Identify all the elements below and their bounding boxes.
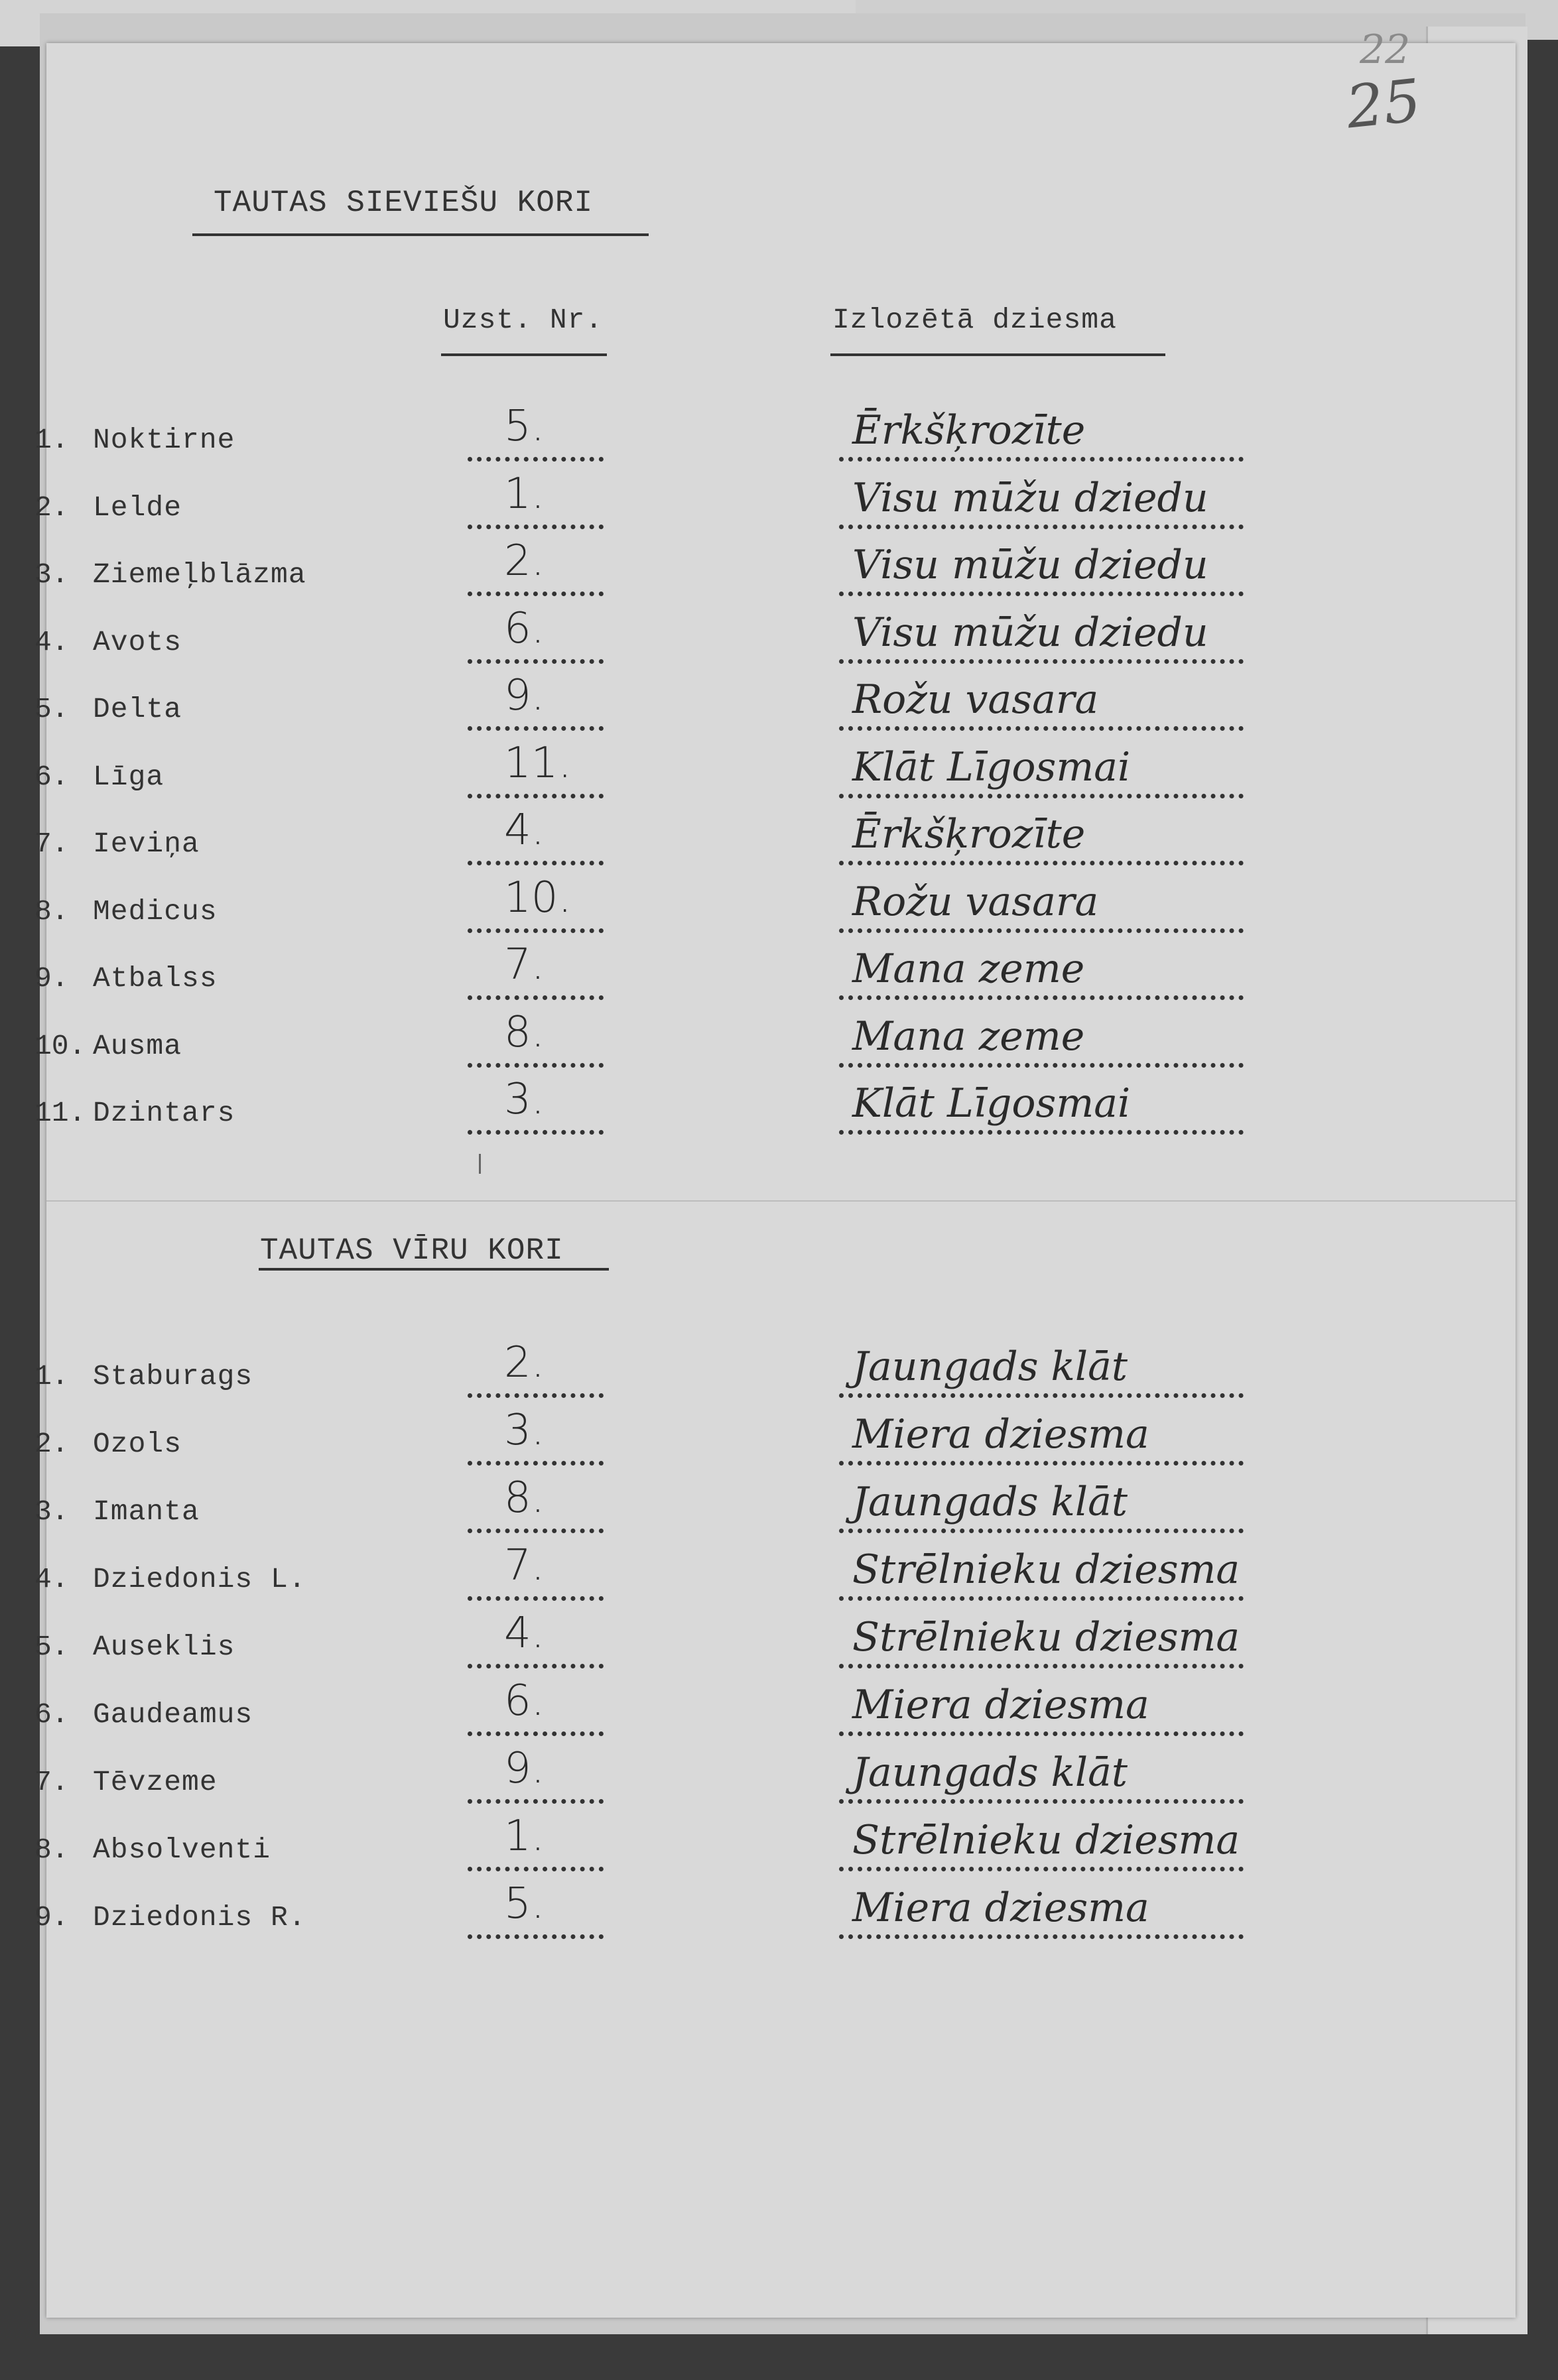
table-row — [0, 1063, 1558, 1129]
table-row — [0, 996, 1558, 1062]
pencil-mark — [479, 1154, 481, 1174]
performance-order: 9. — [504, 1744, 545, 1793]
performance-order: 10. — [504, 873, 572, 922]
row-index: 8. — [34, 1834, 69, 1866]
performance-order: 4. — [504, 1609, 545, 1658]
performance-order: 5. — [504, 1879, 545, 1928]
row-index: 11. — [34, 1097, 86, 1129]
drawn-song: Jaungads klāt — [852, 1749, 1128, 1796]
performance-order: 2. — [504, 536, 545, 586]
table-row — [0, 794, 1558, 860]
performance-order: 8. — [504, 1007, 545, 1057]
choir-name: Delta — [93, 693, 182, 725]
drawn-song: Visu mūžu dziedu — [852, 542, 1208, 588]
table-row — [0, 1664, 1558, 1731]
choir-name: Lelde — [93, 491, 182, 524]
choir-name: Avots — [93, 625, 182, 658]
choir-name: Noktirne — [93, 424, 235, 456]
performance-order: 8. — [504, 1473, 545, 1523]
table-row — [0, 390, 1558, 456]
order-dotted-line — [468, 1130, 604, 1135]
table-row — [0, 727, 1558, 793]
drawn-song: Visu mūžu dziedu — [852, 474, 1208, 521]
drawn-song: Klāt Līgosmai — [852, 1080, 1131, 1127]
document-page — [46, 43, 1516, 2318]
column-header-order-underline — [441, 353, 607, 356]
row-index: 7. — [34, 828, 69, 860]
performance-order: 2. — [504, 1338, 545, 1387]
drawn-song: Rožu vasara — [852, 676, 1099, 723]
choir-name: Dziedonis L. — [93, 1563, 306, 1596]
performance-order: 9. — [504, 671, 545, 720]
performance-order: 7. — [504, 1541, 545, 1590]
row-index: 9. — [34, 962, 69, 995]
table-row — [0, 861, 1558, 928]
performance-order: 6. — [504, 603, 545, 653]
choir-name: Dziedonis R. — [93, 1901, 306, 1934]
row-index: 1. — [34, 1360, 69, 1393]
choir-name: Dzintars — [93, 1097, 235, 1129]
drawn-song: Strēlnieku dziesma — [852, 1614, 1240, 1660]
performance-order: 1. — [504, 1812, 545, 1861]
drawn-song: Jaungads klāt — [852, 1479, 1128, 1525]
drawn-song: Strēlnieku dziesma — [852, 1546, 1240, 1593]
choir-name: Ziemeļblāzma — [93, 558, 306, 591]
drawn-song: Ērkšķrozīte — [852, 407, 1086, 454]
table-row — [0, 525, 1558, 591]
performance-order: 6. — [504, 1676, 545, 1725]
table-row — [0, 1800, 1558, 1866]
column-header-order: Uzst. Nr. — [443, 304, 604, 336]
order-dotted-line — [468, 1934, 604, 1939]
row-index: 2. — [34, 491, 69, 524]
men-heading-underline — [259, 1268, 609, 1271]
table-row — [0, 1529, 1558, 1596]
performance-order: 11. — [504, 738, 572, 788]
table-row — [0, 928, 1558, 995]
row-index: 2. — [34, 1428, 69, 1460]
choir-name: Staburags — [93, 1360, 253, 1393]
row-index: 7. — [34, 1766, 69, 1798]
choir-name: Ausma — [93, 1029, 182, 1062]
song-dotted-line — [839, 1130, 1244, 1135]
table-row — [0, 1462, 1558, 1528]
men-choirs-heading: TAUTAS VĪRU KORI — [260, 1233, 564, 1268]
row-index: 4. — [34, 625, 69, 658]
table-row — [0, 1867, 1558, 1934]
performance-order: 7. — [504, 940, 545, 989]
choir-name: Imanta — [93, 1495, 200, 1528]
table-row — [0, 1597, 1558, 1663]
row-index: 9. — [34, 1901, 69, 1934]
drawn-song: Miera dziesma — [852, 1885, 1149, 1931]
row-index: 5. — [34, 693, 69, 725]
performance-order: 1. — [504, 469, 545, 519]
drawn-song: Miera dziesma — [852, 1411, 1149, 1458]
performance-order: 3. — [504, 1406, 545, 1455]
row-index: 10. — [34, 1029, 86, 1062]
table-row — [0, 1732, 1558, 1798]
row-index: 1. — [34, 424, 69, 456]
column-header-song-underline — [830, 353, 1165, 356]
drawn-song: Ērkšķrozīte — [852, 811, 1086, 857]
table-row — [0, 458, 1558, 524]
choir-name: Absolventi — [93, 1834, 271, 1866]
table-row — [0, 592, 1558, 658]
row-index: 3. — [34, 558, 69, 591]
page-number: 25 — [1342, 66, 1425, 142]
paper-fold-line — [46, 1200, 1516, 1202]
drawn-song: Klāt Līgosmai — [852, 743, 1131, 790]
performance-order: 4. — [504, 806, 545, 855]
performance-order: 3. — [504, 1075, 545, 1124]
row-index: 3. — [34, 1495, 69, 1528]
column-header-song: Izlozētā dziesma — [832, 304, 1117, 336]
choir-name: Tēvzeme — [93, 1766, 218, 1798]
drawn-song: Jaungads klāt — [852, 1344, 1128, 1390]
performance-order: 5. — [504, 402, 545, 451]
drawn-song: Mana zeme — [852, 1013, 1085, 1060]
table-row — [0, 1326, 1558, 1393]
choir-name: Atbalss — [93, 962, 218, 995]
table-row — [0, 1394, 1558, 1460]
table-row — [0, 659, 1558, 725]
row-index: 5. — [34, 1631, 69, 1663]
women-heading-underline — [192, 233, 649, 236]
drawn-song: Rožu vasara — [852, 878, 1099, 925]
song-dotted-line — [839, 1934, 1244, 1939]
row-index: 6. — [34, 760, 69, 793]
row-index: 8. — [34, 895, 69, 928]
choir-name: Ozols — [93, 1428, 182, 1460]
choir-name: Auseklis — [93, 1631, 235, 1663]
row-index: 4. — [34, 1563, 69, 1596]
page-number-faint: 22 — [1360, 27, 1411, 73]
choir-name: Ieviņa — [93, 828, 200, 860]
drawn-song: Mana zeme — [852, 946, 1085, 992]
drawn-song: Miera dziesma — [852, 1682, 1149, 1728]
women-choirs-heading: TAUTAS SIEVIEŠU KORI — [214, 186, 594, 220]
choir-name: Līga — [93, 760, 164, 793]
row-index: 6. — [34, 1698, 69, 1731]
drawn-song: Visu mūžu dziedu — [852, 609, 1208, 656]
choir-name: Gaudeamus — [93, 1698, 253, 1731]
choir-name: Medicus — [93, 895, 218, 928]
drawn-song: Strēlnieku dziesma — [852, 1817, 1240, 1863]
